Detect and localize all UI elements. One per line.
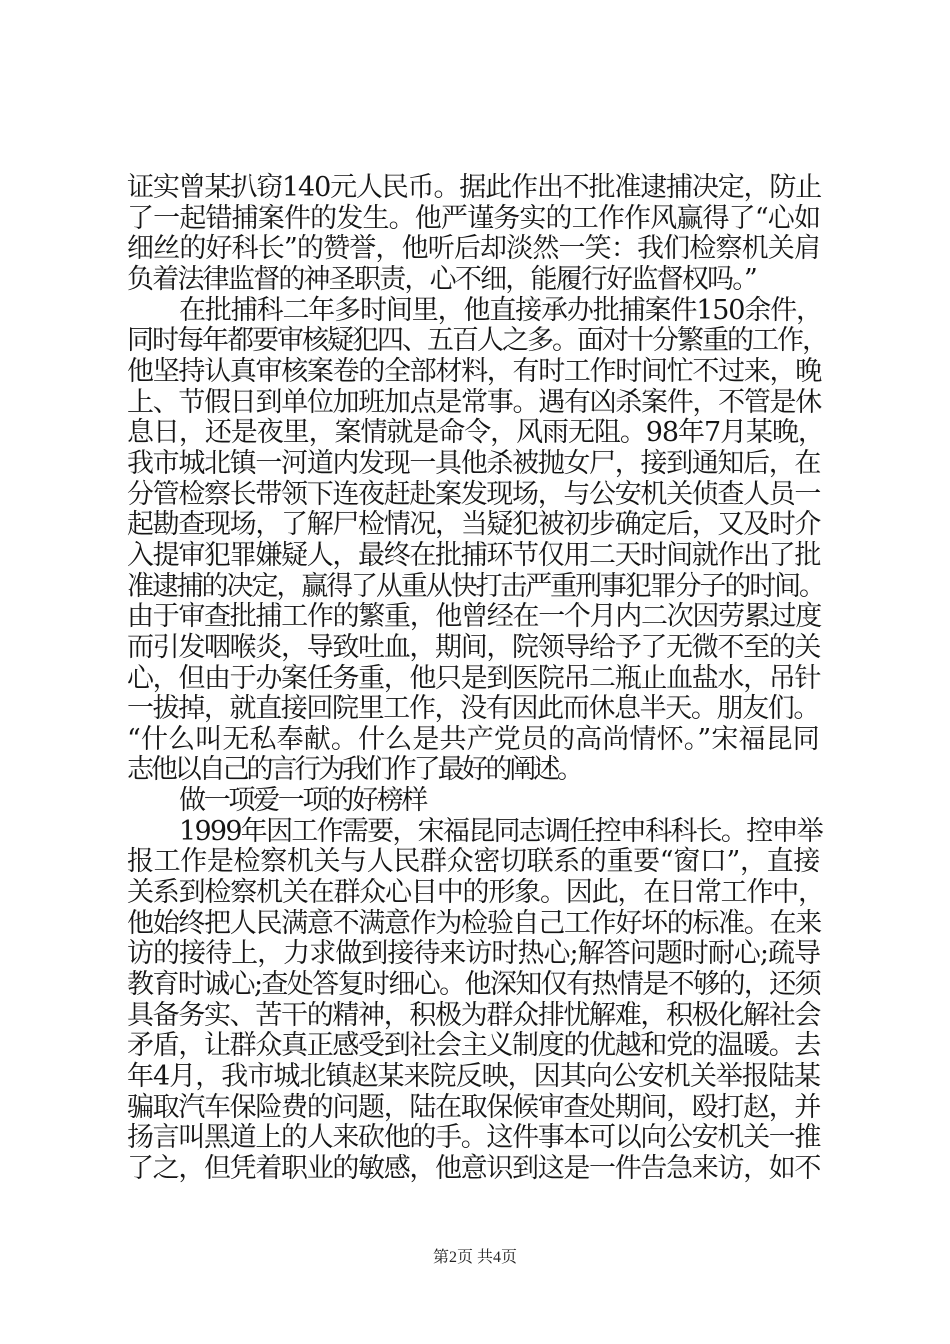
text-line: 分管检察长带领下连夜赶赴案发现场，与公安机关侦查人员一 xyxy=(127,479,821,510)
text-line: 负着法律监督的神圣职责，心不细，能履行好监督权吗。” xyxy=(127,264,757,295)
text-line: 入提审犯罪嫌疑人，最终在批捕环节仅用二天时间就作出了批 xyxy=(127,540,821,571)
text-line: 访的接待上，力求做到接待来访时热心;解答问题时耐心;疏导 xyxy=(127,938,821,969)
text-line: 上、节假日到单位加班加点是常事。遇有凶杀案件，不管是休 xyxy=(127,387,821,418)
text-line: 息日，还是夜里，案情就是命令，风雨无阻。98年7月某晚， xyxy=(127,417,824,448)
text-line: 而引发咽喉炎，导致吐血，期间，院领导给予了无微不至的关 xyxy=(127,632,821,663)
text-line: “什么叫无私奉献。什么是共产党员的高尚情怀。”宋福昆同 xyxy=(127,724,820,755)
text-line: 做一项爱一项的好榜样 xyxy=(179,785,426,816)
text-line: 报工作是检察机关与人民群众密切联系的重要“窗口”，直接 xyxy=(127,846,820,877)
text-line: 起勘查现场，了解尸检情况，当疑犯被初步确定后，又及时介 xyxy=(127,509,821,540)
text-line: 在批捕科二年多时间里，他直接承办批捕案件150余件， xyxy=(179,295,822,326)
text-line: 了之，但凭着职业的敏感，他意识到这是一件告急来访，如不 xyxy=(127,1153,821,1184)
text-line: 矛盾，让群众真正感受到社会主义制度的优越和党的温暖。去 xyxy=(127,1030,821,1061)
text-line: 同时每年都要审核疑犯四、五百人之多。面对十分繁重的工作， xyxy=(127,325,827,356)
text-line: 证实曾某扒窃140元人民币。据此作出不批准逮捕决定，防止 xyxy=(127,172,822,203)
text-line: 他始终把人民满意不满意作为检验自己工作好坏的标准。在来 xyxy=(127,908,821,939)
text-line: 骗取汽车保险费的问题，陆在取保候审查处期间，殴打赵，并 xyxy=(127,1092,821,1123)
page-footer: 第2页 共4页 xyxy=(432,1249,517,1266)
text-line: 1999年因工作需要，宋福昆同志调任控申科科长。控申举 xyxy=(179,816,823,847)
text-line: 关系到检察机关在群众心目中的形象。因此，在日常工作中， xyxy=(127,877,824,908)
text-line: 一拔掉，就直接回院里工作，没有因此而休息半天。朋友们。 xyxy=(127,693,820,724)
text-line: 具备务实、苦干的精神，积极为群众排忧解难，积极化解社会 xyxy=(127,1000,821,1031)
text-line: 了一起错捕案件的发生。他严谨务实的工作作风赢得了“心如 xyxy=(127,203,821,234)
text-line: 他坚持认真审核案卷的全部材料，有时工作时间忙不过来，晚 xyxy=(127,356,821,387)
text-line: 志他以自己的言行为我们作了最好的阐述。 xyxy=(127,754,581,785)
text-line: 细丝的好科长”的赞誉，他听后却淡然一笑：我们检察机关肩 xyxy=(127,233,821,264)
text-line: 教育时诚心;查处答复时细心。他深知仅有热情是不够的，还须 xyxy=(127,969,821,1000)
text-line: 年4月，我市城北镇赵某来院反映，因其向公安机关举报陆某 xyxy=(127,1061,820,1092)
text-line: 准逮捕的决定，赢得了从重从快打击严重刑事犯罪分子的时间。 xyxy=(127,571,824,602)
text-line: 由于审查批捕工作的繁重，他曾经在一个月内二次因劳累过度 xyxy=(127,601,821,632)
text-line: 心，但由于办案任务重，他只是到医院吊二瓶止血盐水，吊针 xyxy=(127,663,821,694)
text-line: 扬言叫黑道上的人来砍他的手。这件事本可以向公安机关一推 xyxy=(127,1122,821,1153)
text-line: 我市城北镇一河道内发现一具他杀被抛女尸，接到通知后，在 xyxy=(127,448,821,479)
